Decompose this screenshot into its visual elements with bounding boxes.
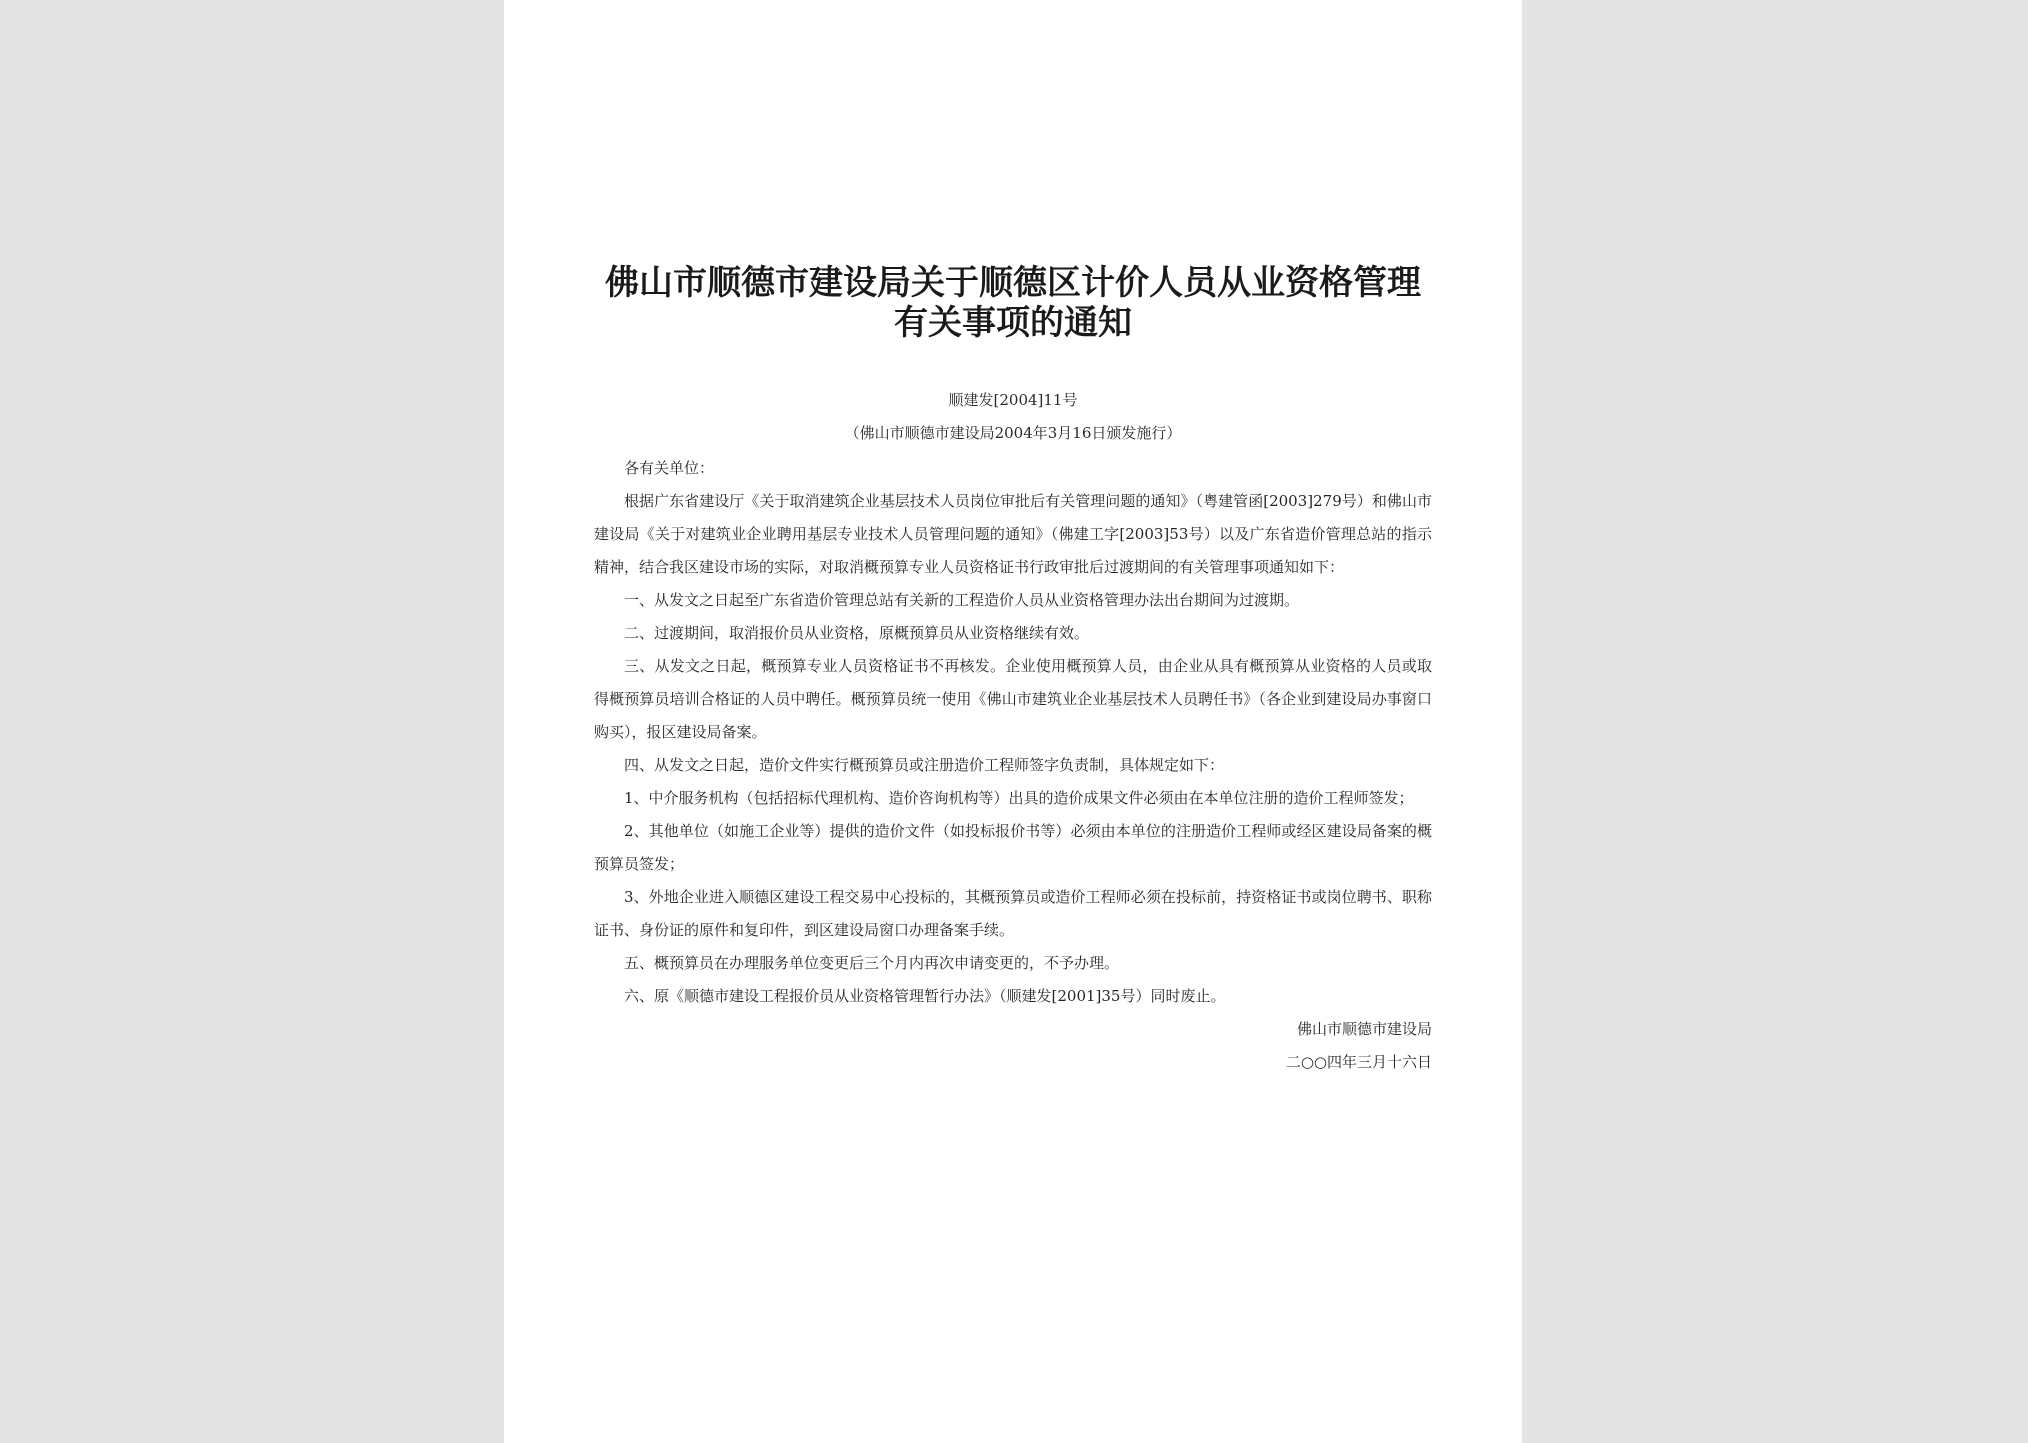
paragraph-item-1: 一、从发文之日起至广东省造价管理总站有关新的工程造价人员从业资格管理办法出台期间为过渡期。 — [624, 591, 1300, 609]
paragraph-item-6: 六、原《顺德市建设工程报价员从业资格管理暂行办法》（顺建发[2001]35号）同时废止。 — [624, 987, 1226, 1005]
signature-block — [594, 1013, 1432, 1079]
document-title: 佛山市顺德市建设局关于顺德区计价人员从业资格管理有关事项的通知 — [605, 263, 1421, 343]
salutation: 各有关单位： — [624, 459, 715, 477]
document-page — [504, 0, 1522, 1443]
paragraph-item-2: 二、过渡期间，取消报价员从业资格，原概预算员从业资格继续有效。 — [624, 624, 1090, 642]
issued-note: （佛山市顺德市建设局2004年3月16日颁发施行） — [844, 424, 1182, 442]
signatory: 佛山市顺德市建设局 — [1296, 1020, 1432, 1038]
paragraph-subitem-3: 3、外地企业进入顺德区建设工程交易中心投标的，其概预算员或造价工程师必须在投标前，持资格证书或岗位聘书、职称证书、身份证的原件和复印件，到区建设局窗口办理备案手续。 — [594, 888, 1432, 939]
paragraph-subitem-1: 1、中介服务机构（包括招标代理机构、造价咨询机构等）出具的造价成果文件必须由在本单位注册的造价工程师签发； — [624, 789, 1414, 807]
document-number: 顺建发[2004]11号 — [948, 391, 1078, 409]
paragraph-subitem-2: 2、其他单位（如施工企业等）提供的造价文件（如投标报价书等）必须由本单位的注册造价工程师或经区建设局备案的概预算员签发； — [594, 822, 1432, 873]
document-date: 二○○四年三月十六日 — [1285, 1053, 1432, 1071]
document-body — [594, 452, 1432, 1013]
paragraph-item-5: 五、概预算员在办理服务单位变更后三个月内再次申请变更的，不予办理。 — [624, 954, 1120, 972]
paragraph-item-4: 四、从发文之日起，造价文件实行概预算员或注册造价工程师签字负责制，具体规定如下： — [624, 756, 1225, 774]
paragraph-preamble: 根据广东省建设厅《关于取消建筑企业基层技术人员岗位审批后有关管理问题的通知》（粤建管函[2003]279号）和佛山市建设局《关于对建筑业企业聘用基层专业技术人员管理问题的通知》（佛建工字[2003]53号）以及广东省造价管理总站的指示精神，结合我区建设市场的实际，对取消概预算专业人员资格证书行政审批后过渡期间的有关管理事项通知如下： — [594, 492, 1432, 576]
paragraph-item-3: 三、从发文之日起，概预算专业人员资格证书不再核发。企业使用概预算人员，由企业从具有概预算从业资格的人员或取得概预算员培训合格证的人员中聘任。概预算员统一使用《佛山市建筑业企业基层技术人员聘任书》（各企业到建设局办事窗口购买），报区建设局备案。 — [594, 657, 1432, 741]
